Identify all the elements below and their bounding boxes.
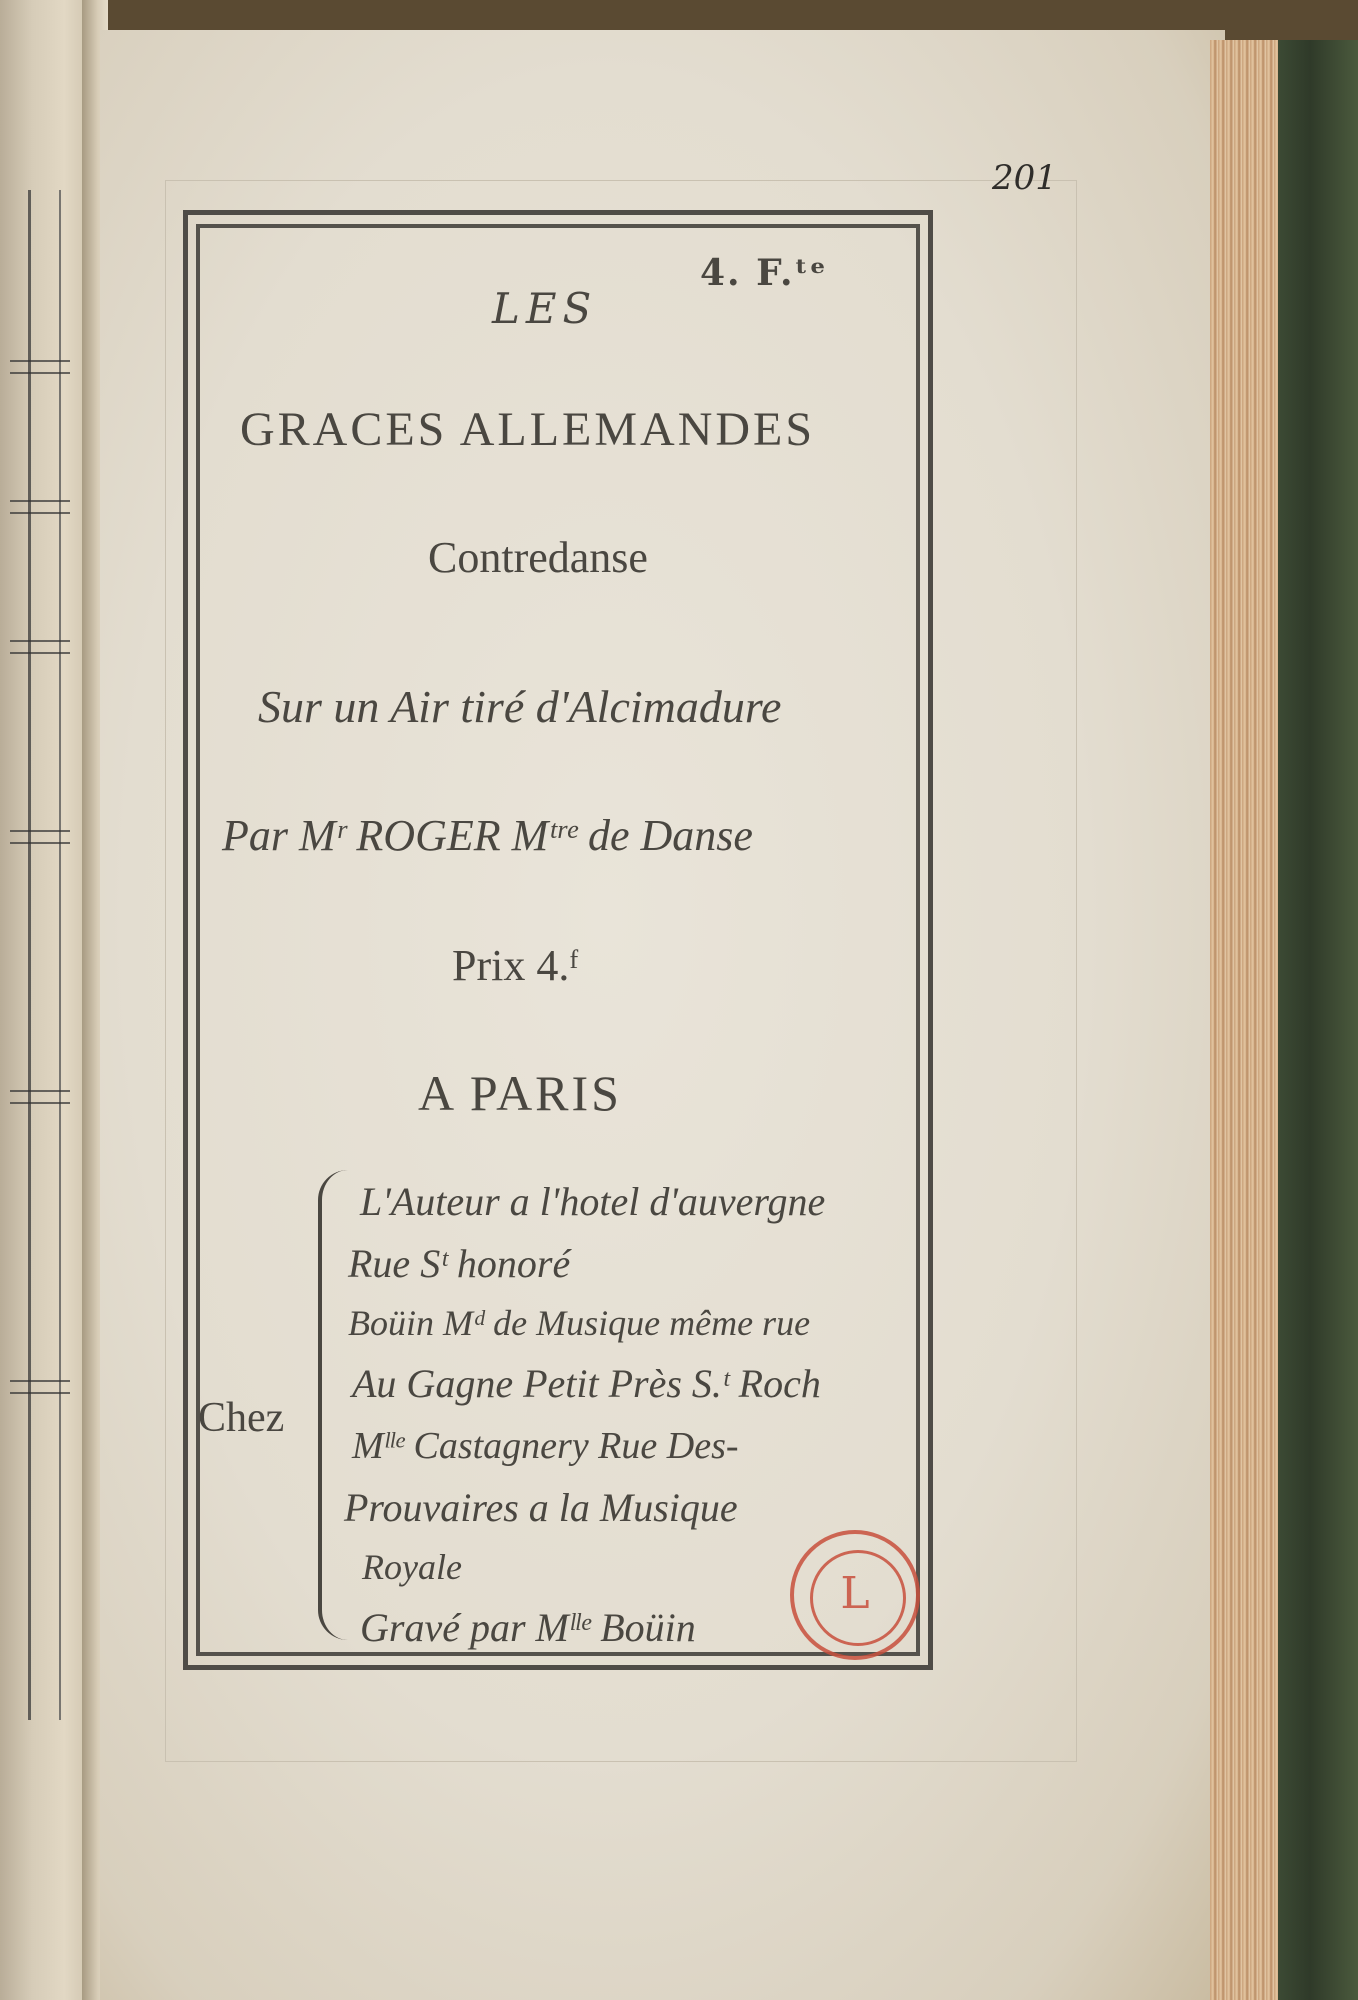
address-line: L'Auteur a l'hotel d'auvergne	[360, 1179, 826, 1224]
place: A PARIS	[418, 1065, 622, 1121]
left-page-edge	[0, 0, 92, 2000]
address-line: Au Gagne Petit Près S.ᵗ Roch	[352, 1361, 821, 1406]
author-line: Par Mʳ ROGER Mᵗʳᵉ de Danse	[222, 811, 753, 860]
address-line: Boüin Mᵈ de Musique même rue	[348, 1303, 811, 1343]
title-main: GRACES ALLEMANDES	[240, 403, 816, 456]
left-page-mark	[10, 1090, 70, 1104]
page-number: 201	[992, 158, 1057, 198]
left-page-mark	[10, 1380, 70, 1394]
stamp-letter: L	[840, 1568, 870, 1619]
subtitle: Contredanse	[428, 533, 648, 582]
title-article: LES	[492, 284, 598, 333]
price: Prix 4.ᶠ	[452, 941, 579, 990]
chez-label: Chez	[198, 1395, 285, 1441]
library-stamp	[790, 1530, 920, 1660]
address-line: Mˡˡᵉ Castagnery Rue Des-	[352, 1425, 739, 1467]
left-page-mark	[10, 360, 70, 374]
address-line: Prouvaires a la Musique	[344, 1485, 738, 1530]
left-page-mark	[10, 830, 70, 844]
address-line: Rue Sᵗ honoré	[348, 1241, 571, 1286]
price-mark: 4. F.ᵗᵉ	[700, 252, 828, 294]
air-line: Sur un Air tiré d'Alcimadure	[258, 681, 782, 732]
page-edges	[1210, 40, 1280, 2000]
left-page-mark	[10, 500, 70, 514]
engraver-line: Gravé par Mˡˡᵉ Boüin	[360, 1605, 696, 1650]
left-page-mark	[10, 640, 70, 654]
address-line: Royale	[362, 1547, 462, 1587]
left-page-music-staff	[28, 190, 61, 1720]
book-cover	[1278, 40, 1358, 2000]
